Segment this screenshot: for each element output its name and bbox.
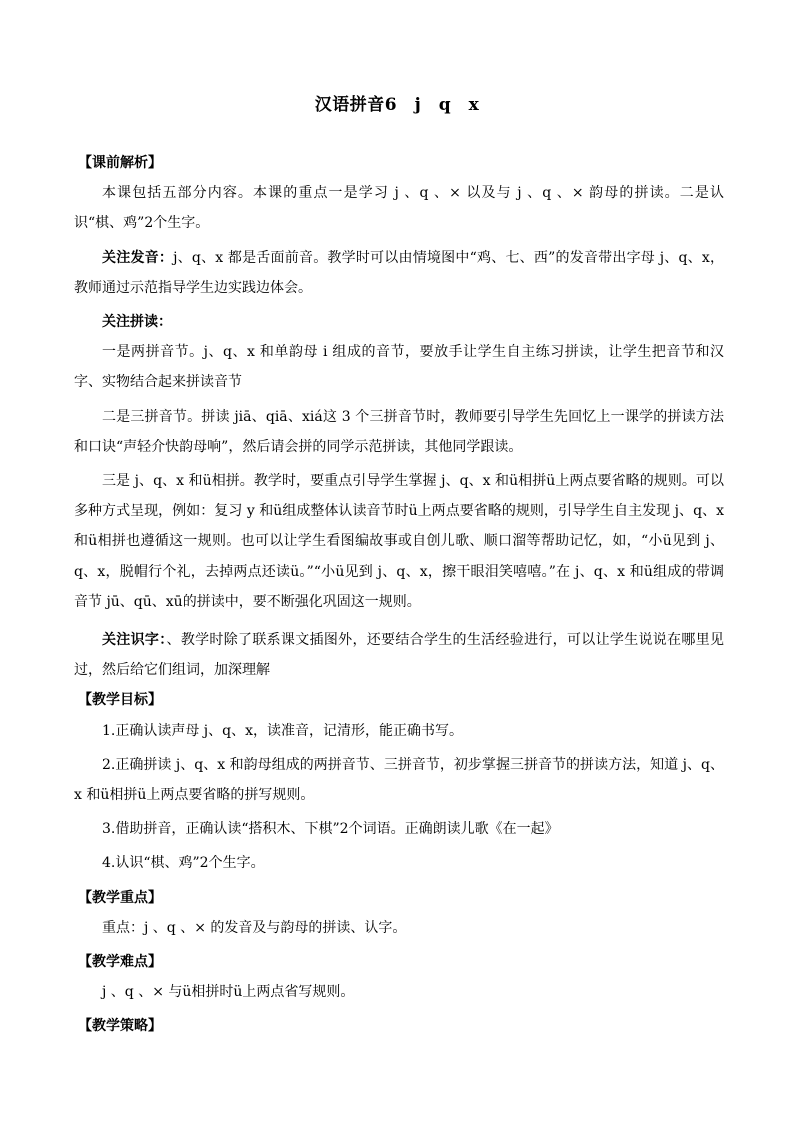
section-heading-strategy: 【教学策略】 <box>78 1018 162 1035</box>
section-heading-pre-lesson: 【课前解析】 <box>78 155 162 171</box>
paragraph-spelling-two: 一是两拼音节。j、q、x 和单韵母 i 组成的音节，要放手让学生自主练习拼读，让学生把音节和汉字、实物结合起来拼读音节 <box>74 344 724 391</box>
document-body <box>74 148 724 1042</box>
objective-item: 4.认识“棋、鸡”2个生字。 <box>102 855 265 872</box>
paragraph-pronunciation <box>74 243 724 303</box>
paragraph-spelling-u: 三是 j、q、x 和ü相拼。教学时，要重点引导学生掌握 j、q、x 和ü相拼ü上两点要省略的规则。可以多种方式呈现，例如：复习 y 和ü组成整体认读音节时ü上两点要省略的规则，引导学生自主发现 j、q、x 和ü相拼也遵循这一规则。也可以让学生看图编故事或自创儿歌、顺口溜等帮助记忆，如，“小ü见到 j、q、x，脱帽行个礼，去掉两点还读ü。”“小ü见到 j、q、x，擦干眼泪笑嘻嘻。”在 j、q、x 和ü组成的带调音节 jū、qū、xū的拼读中，要不断强化巩固这一规则。 <box>74 473 724 610</box>
page-title: 汉语拼音6 j q x <box>314 95 480 115</box>
paragraph-spelling-three: 二是三拼音节。拼读 jiā、qiā、xiá这 3 个三拼音节时，教师要引导学生先回忆上一课学的拼读方法和口诀“声轻介快韵母响”，然后请会拼的同学示范拼读，其他同学跟读。 <box>74 408 724 455</box>
label-literacy: 关注识字： <box>102 632 167 649</box>
label-pronunciation: 关注发音： <box>102 249 174 266</box>
text-pronunciation: j、q、x 都是舌面前音。教学时可以由情境图中“鸡、七、西”的发音带出字母 j、q、x，教师通过示范指导学生边实践边体会。 <box>74 249 725 296</box>
objective-item: 3.借助拼音，正确认读“搭积木、下棋”2个词语。正确朗读儿歌《在一起》 <box>102 821 559 838</box>
section-heading-difficulties: 【教学难点】 <box>78 954 162 971</box>
objective-item: 2.正确拼读 j、q、x 和韵母组成的两拼音节、三拼音节，初步掌握三拼音节的拼读方法，知道 j、q、x 和ü相拼ü上两点要省略的拼写规则。 <box>74 756 724 804</box>
paragraph-key-points: 重点：j 、q 、× 的发音及与韵母的拼读、认字。 <box>102 919 407 936</box>
section-heading-key-points: 【教学重点】 <box>78 889 162 906</box>
paragraph-difficulties: j 、q 、× 与ü相拼时ü上两点省写规则。 <box>102 984 355 1001</box>
label-spelling: 关注拼读： <box>102 314 172 331</box>
paragraph-overview: 本课包括五部分内容。本课的重点一是学习 j 、q 、× 以及与 j 、q 、× 韵母的拼读。二是认识“棋、鸡”2个生字。 <box>74 185 724 232</box>
text-literacy: 、教学时除了联系课文插图外，还要结合学生的生活经验进行，可以让学生说说在哪里见过，然后给它们组词，加深理解 <box>74 632 725 679</box>
objective-item: 1.正确认读声母 j、q、x，读准音，记清形，能正确书写。 <box>102 722 464 739</box>
paragraph-literacy <box>74 625 724 685</box>
section-heading-objectives: 【教学目标】 <box>78 692 162 709</box>
